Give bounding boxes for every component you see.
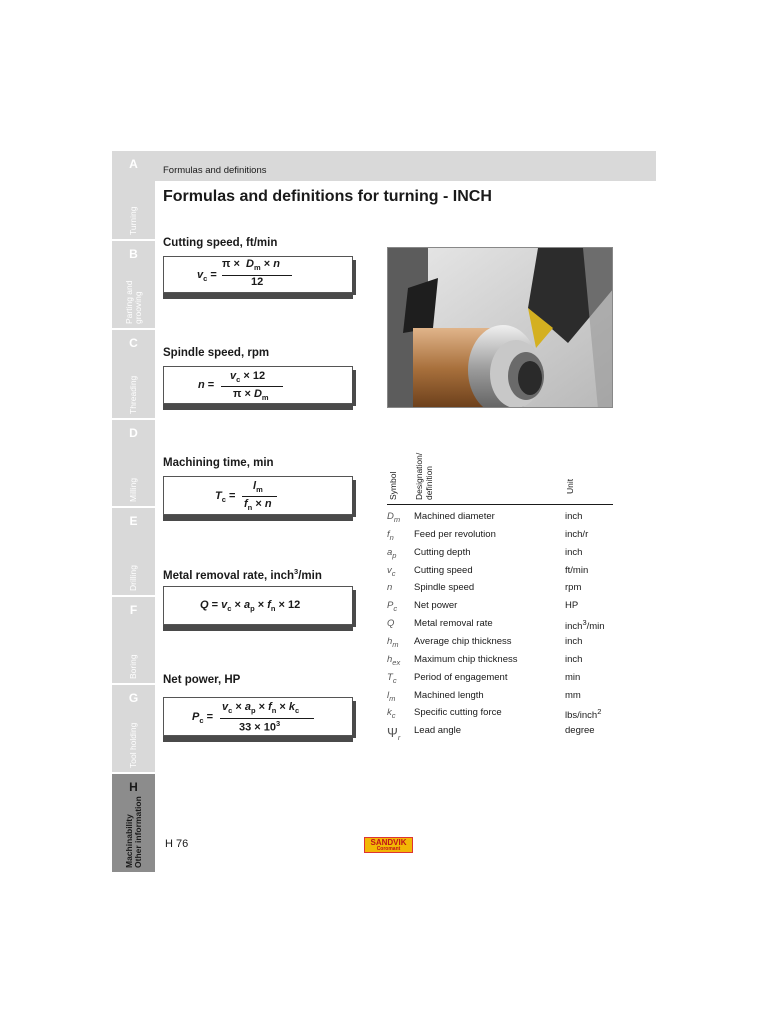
table-row bbox=[387, 725, 627, 742]
tab-letter: B bbox=[129, 247, 138, 261]
spindle-speed-formula: n = $v_c \times 12$ $\pi \times D_m$ bbox=[163, 366, 353, 404]
table-row bbox=[387, 690, 627, 707]
sandvik-logo bbox=[364, 837, 413, 853]
row-unit: inch$^3$/min bbox=[565, 618, 605, 633]
row-unit: ft/min bbox=[565, 564, 589, 576]
table-rule bbox=[387, 504, 613, 505]
tab-letter: G bbox=[128, 691, 139, 705]
page-title: Formulas and definitions for turning - INCH bbox=[163, 188, 492, 205]
row-unit: inch bbox=[565, 653, 583, 665]
row-unit: min bbox=[565, 671, 581, 683]
table-row bbox=[387, 618, 627, 635]
tab-label: Drilling bbox=[128, 565, 138, 591]
symbol-header: Symbol bbox=[388, 471, 398, 500]
cutting-speed-title: Cutting speed, ft/min bbox=[163, 237, 278, 249]
tab-label: Threading bbox=[128, 375, 138, 414]
table-row bbox=[387, 547, 627, 564]
row-unit: inch bbox=[565, 511, 583, 522]
row-symbol: $P_c$ bbox=[387, 600, 398, 614]
row-symbol: $f_n$ bbox=[387, 528, 394, 542]
row-unit: degree bbox=[565, 725, 595, 737]
table-row bbox=[387, 600, 627, 617]
row-designation: Metal removal rate bbox=[414, 618, 493, 630]
tab-label: Turning bbox=[128, 206, 138, 235]
tab-c[interactable] bbox=[112, 330, 155, 420]
metal-removal-formula: $Q = v_c \times a_p \times f_n \times 12$ bbox=[163, 586, 353, 625]
row-designation: Specific cutting force bbox=[414, 707, 502, 719]
row-designation: Net power bbox=[414, 600, 458, 612]
row-unit: inch/r bbox=[565, 528, 589, 540]
row-symbol: Q bbox=[387, 618, 395, 630]
row-symbol: $D_m$ bbox=[387, 511, 401, 524]
tab-h[interactable] bbox=[112, 774, 155, 874]
row-designation: Period of engagement bbox=[414, 671, 508, 683]
tab-letter: H bbox=[129, 780, 138, 794]
table-row bbox=[387, 672, 627, 689]
row-unit: rpm bbox=[565, 582, 582, 594]
tab-label: Parting and grooving bbox=[123, 280, 143, 324]
table-row bbox=[387, 511, 627, 528]
tab-letter: F bbox=[129, 603, 138, 617]
row-designation: Machined diameter bbox=[414, 511, 495, 522]
tab-label: Milling bbox=[128, 477, 138, 502]
tab-letter: E bbox=[129, 514, 138, 528]
row-symbol: $v_c$ bbox=[387, 564, 396, 578]
table-row bbox=[387, 529, 627, 546]
logo-top-text: SANDVIK bbox=[370, 838, 407, 847]
logo-bottom-text: Coromant bbox=[376, 846, 401, 852]
tab-a[interactable] bbox=[112, 151, 155, 241]
row-symbol: $k_c$ bbox=[387, 707, 396, 721]
page-number: H 76 bbox=[165, 838, 189, 850]
row-symbol: $h_{ex}$ bbox=[387, 653, 401, 667]
row-unit: HP bbox=[565, 600, 579, 612]
row-designation: Lead angle bbox=[414, 725, 462, 737]
spindle-speed-title: Spindle speed, rpm bbox=[163, 347, 270, 359]
metal-removal-title: Metal removal rate, inch$^3$/min bbox=[163, 567, 322, 582]
tab-letter: C bbox=[129, 336, 138, 350]
tab-letter: A bbox=[129, 157, 138, 171]
row-symbol: $a_p$ bbox=[387, 546, 397, 560]
row-designation: Average chip thickness bbox=[414, 635, 512, 647]
row-symbol: n bbox=[387, 582, 393, 594]
row-unit: lbs/inch$^2$ bbox=[565, 707, 602, 722]
tab-b[interactable] bbox=[112, 241, 155, 330]
tab-label: Tool holding bbox=[128, 722, 138, 768]
machining-time-formula: $T_c$ = $l_m$ $f_n \times n$ bbox=[163, 476, 353, 515]
tab-f[interactable] bbox=[112, 597, 155, 685]
tab-d[interactable] bbox=[112, 420, 155, 508]
row-symbol: $h_m$ bbox=[387, 635, 399, 649]
table-row bbox=[387, 707, 627, 724]
tab-e[interactable] bbox=[112, 508, 155, 597]
tab-label: Machinability Other information bbox=[123, 796, 143, 868]
cutting-speed-formula: $v_c$ = $\pi \times D_m \times n$ 12 bbox=[163, 256, 353, 293]
net-power-title: Net power, HP bbox=[163, 674, 241, 686]
row-symbol: $T_c$ bbox=[387, 671, 397, 685]
tab-g[interactable] bbox=[112, 685, 155, 774]
turning-photo bbox=[387, 247, 613, 408]
designation-header: Designation/ definition bbox=[414, 452, 434, 500]
unit-header: Unit bbox=[565, 478, 575, 494]
tab-label: Boring bbox=[128, 654, 138, 679]
row-unit: inch bbox=[565, 546, 583, 558]
table-row bbox=[387, 565, 627, 582]
row-symbol: $\Psi_r$ bbox=[387, 725, 401, 743]
row-designation: Maximum chip thickness bbox=[414, 653, 518, 665]
row-designation: Cutting speed bbox=[414, 564, 473, 576]
row-designation: Machined length bbox=[414, 689, 484, 701]
row-designation: Spindle speed bbox=[414, 582, 475, 594]
tab-letter: D bbox=[129, 426, 138, 440]
row-designation: Cutting depth bbox=[414, 546, 471, 558]
section-header: Formulas and definitions bbox=[163, 165, 267, 176]
row-designation: Feed per revolution bbox=[414, 528, 496, 540]
row-unit: inch bbox=[565, 635, 583, 647]
row-unit: mm bbox=[565, 689, 581, 701]
row-symbol: $l_m$ bbox=[387, 689, 396, 703]
table-row bbox=[387, 582, 627, 599]
table-row bbox=[387, 636, 627, 653]
machining-time-title: Machining time, min bbox=[163, 457, 274, 469]
table-row bbox=[387, 654, 627, 671]
net-power-formula: $P_c$ = $v_c \times a_p \times f_n \times k_c$ $33 \times 10^3$ bbox=[163, 697, 353, 736]
